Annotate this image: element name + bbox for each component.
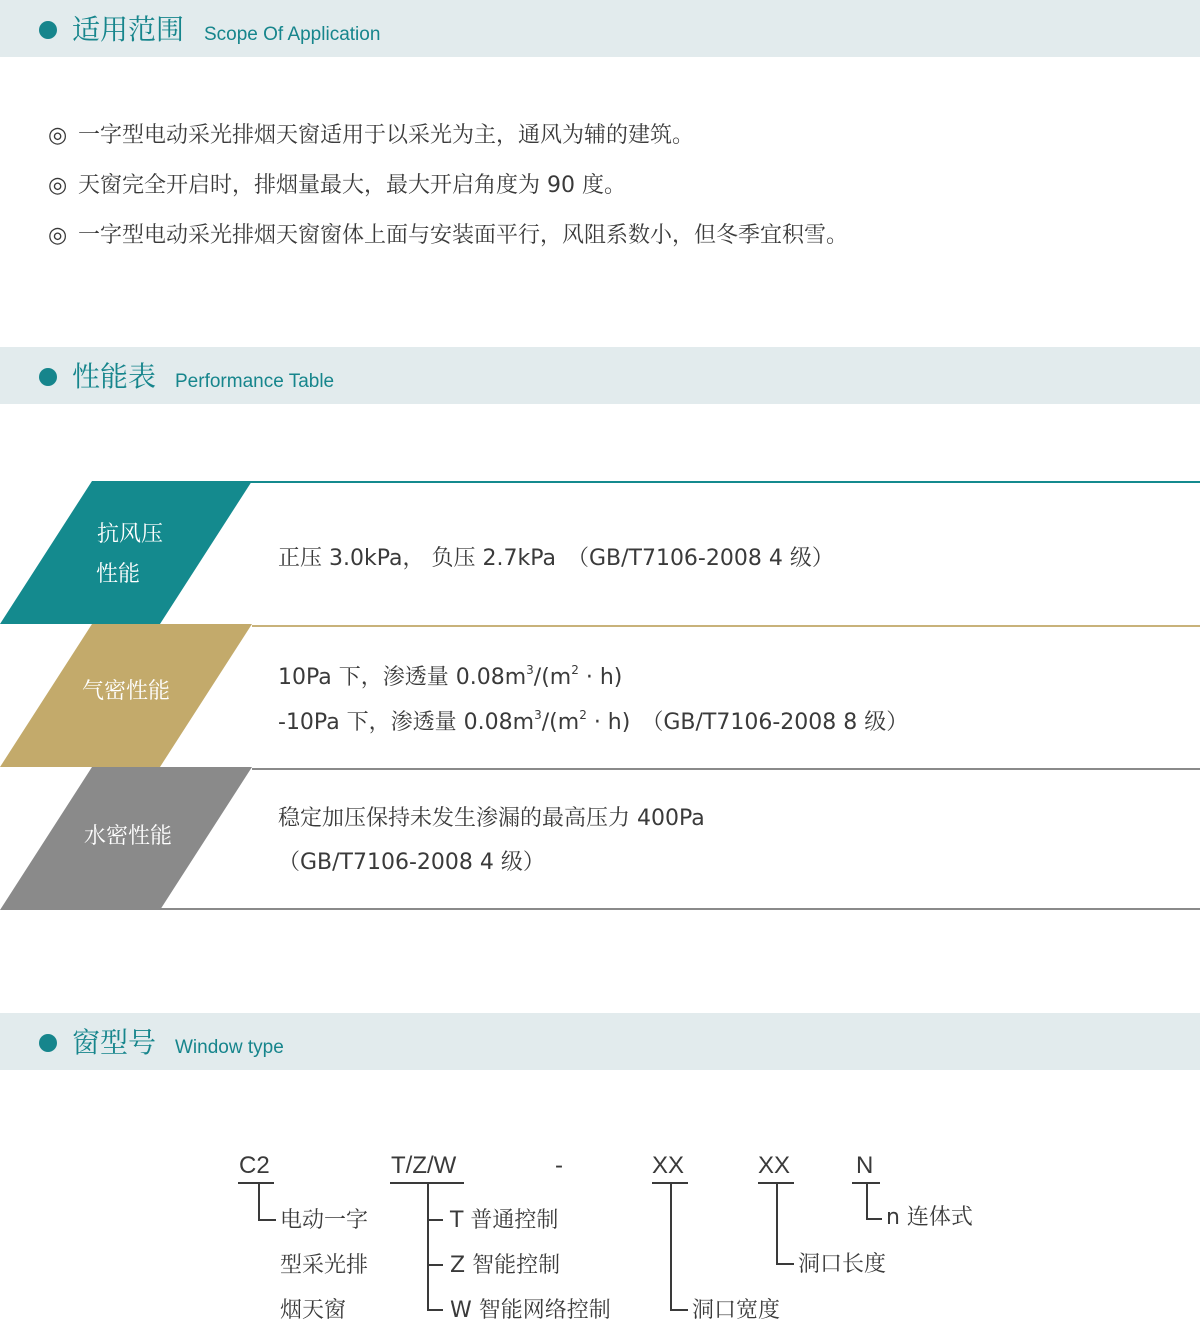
tzw-desc-z: Z 智能控制 xyxy=(450,1253,561,1278)
section-title-cn: 适用范围 xyxy=(72,13,185,46)
c2-desc-line1: 电动一字 xyxy=(280,1208,369,1233)
code-n: N xyxy=(856,1152,874,1179)
xx-length-desc: 洞口长度 xyxy=(798,1252,887,1277)
bullet-dot-icon xyxy=(39,368,57,386)
bullet-dot-icon xyxy=(39,1034,57,1052)
section-title-en: Scope Of Application xyxy=(204,24,381,45)
section-header-scope xyxy=(0,0,1200,57)
bracket-c2-vertical xyxy=(258,1182,260,1220)
air-l1-mid: /(m xyxy=(533,665,572,690)
performance-row-wind xyxy=(0,481,1200,626)
section-header-performance xyxy=(0,347,1200,404)
bracket-xx-length-horizontal xyxy=(776,1263,794,1265)
air-l1-sup2: 2 xyxy=(571,663,579,677)
code-dash: - xyxy=(555,1152,563,1179)
air-l2-pre: -10Pa 下，渗透量 0.08m xyxy=(278,710,535,735)
wind-value: 正压 3.0kPa， 负压 2.7kPa （GB/T7106-2008 4 级） xyxy=(278,546,834,571)
scope-item xyxy=(48,121,694,151)
bracket-c2-horizontal xyxy=(258,1219,276,1221)
air-l2-mid: /(m xyxy=(541,710,580,735)
bracket-xx-length-vertical xyxy=(776,1182,778,1264)
double-circle-icon: ◎ xyxy=(48,173,68,198)
bracket-tzw-h3 xyxy=(427,1309,443,1311)
air-l2-sup2: 2 xyxy=(579,708,587,722)
air-value-line1 xyxy=(278,656,622,700)
scope-item-text: 一字型电动采光排烟天窗适用于以采光为主，通风为辅的建筑。 xyxy=(78,123,695,148)
c2-desc-line2: 型采光排 xyxy=(280,1253,369,1278)
code-tzw: T/Z/W xyxy=(391,1152,457,1179)
xx-width-desc: 洞口宽度 xyxy=(692,1298,781,1322)
section-header-window-type xyxy=(0,1013,1200,1070)
section-title-en: Performance Table xyxy=(175,371,335,392)
scope-item xyxy=(48,221,848,251)
double-circle-icon: ◎ xyxy=(48,223,68,248)
underline-c2 xyxy=(238,1182,274,1184)
double-circle-icon: ◎ xyxy=(48,123,68,148)
bracket-n-horizontal xyxy=(866,1218,882,1220)
water-value-line2: （GB/T7106-2008 4 级） xyxy=(278,850,545,875)
air-l1-pre: 10Pa 下，渗透量 0.08m xyxy=(278,665,527,690)
bracket-tzw-h1 xyxy=(427,1219,443,1221)
performance-row-air xyxy=(0,624,1200,769)
section-title-cn: 性能表 xyxy=(72,360,157,393)
tzw-desc-w: W 智能网络控制 xyxy=(450,1298,611,1322)
air-l2-sup1: 3 xyxy=(534,708,542,722)
water-value-line1: 稳定加压保持未发生渗漏的最高压力 400Pa xyxy=(278,806,705,831)
bullet-dot-icon xyxy=(39,21,57,39)
bracket-tzw-h2 xyxy=(427,1264,443,1266)
section-title-en: Window type xyxy=(175,1037,284,1058)
code-xx-width: XX xyxy=(652,1152,685,1179)
code-xx-length: XX xyxy=(758,1152,791,1179)
tzw-desc-t: T 普通控制 xyxy=(450,1208,559,1233)
bracket-xx-width-horizontal xyxy=(670,1309,688,1311)
water-label: 水密性能 xyxy=(83,824,172,849)
wind-label-line2: 性能 xyxy=(95,562,140,587)
section-title-cn: 窗型号 xyxy=(72,1026,157,1059)
scope-item xyxy=(48,171,626,201)
air-l2-post: · h) （GB/T7106-2008 8 级） xyxy=(586,710,909,735)
scope-item-text: 天窗完全开启时，排烟量最大，最大开启角度为 90 度。 xyxy=(78,173,626,198)
bracket-xx-width-vertical xyxy=(670,1182,672,1310)
wind-label-line1: 抗风压 xyxy=(96,522,163,547)
scope-item-text: 一字型电动采光排烟天窗窗体上面与安装面平行，风阻系数小，但冬季宜积雪。 xyxy=(78,223,849,248)
n-desc: n 连体式 xyxy=(886,1205,973,1230)
code-c2: C2 xyxy=(239,1152,270,1179)
air-label: 气密性能 xyxy=(81,679,170,704)
wind-label xyxy=(60,515,200,595)
air-l1-sup1: 3 xyxy=(526,663,534,677)
performance-row-water xyxy=(0,767,1200,912)
air-value-line2 xyxy=(278,701,908,745)
air-l1-post: · h) xyxy=(578,665,623,690)
bracket-tzw-vertical xyxy=(427,1182,429,1310)
bracket-n-vertical xyxy=(866,1182,868,1219)
c2-desc-line3: 烟天窗 xyxy=(280,1298,347,1322)
